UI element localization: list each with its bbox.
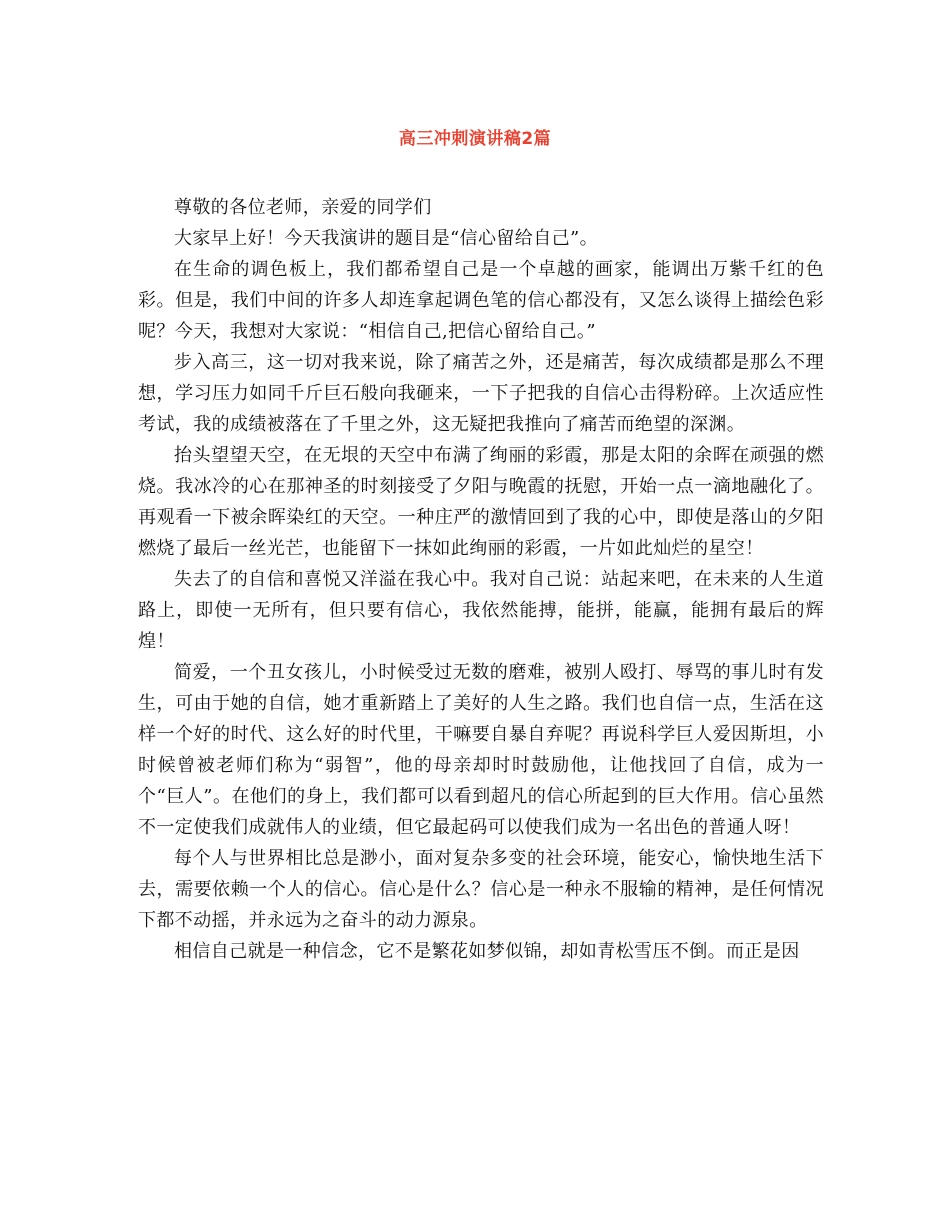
document-body (138, 192, 824, 967)
paragraph: 步入高三，这一切对我来说，除了痛苦之外，还是痛苦，每次成绩都是那么不理想，学习压力如同千斤巨石般向我砸来，一下子把我的自信心击得粉碎。上次适应性考试，我的成绩被落在了千里之外，这无疑把我推向了痛苦而绝望的深渊。 (138, 352, 824, 435)
paragraph: 每个人与世界相比总是渺小，面对复杂多变的社会环境，能安心，愉快地生活下去，需要依赖一个人的信心。信心是什么？信心是一种永不服输的精神，是任何情况下都不动摇，并永远为之奋斗的动力源泉。 (138, 848, 824, 931)
paragraph-salutation: 尊敬的各位老师，亲爱的同学们 (174, 197, 432, 218)
paragraph: 在生命的调色板上，我们都希望自己是一个卓越的画家，能调出万紫千红的色彩。但是，我们中间的许多人却连拿起调色笔的信心都没有，又怎么谈得上描绘色彩呢？今天，我想对大家说：“相信自己,把信心留给自己。” (138, 259, 824, 342)
document-title: 高三冲刺演讲稿2篇 (398, 129, 552, 149)
paragraph: 相信自己就是一种信念，它不是繁花如梦似锦，却如青松雪压不倒。而正是因 (174, 941, 800, 962)
paragraph: 抬头望望天空，在无垠的天空中布满了绚丽的彩霞，那是太阳的余晖在顽强的燃烧。我冰冷的心在那神圣的时刻接受了夕阳与晚霞的抚慰，开始一点一滴地融化了。再观看一下被余晖染红的天空。一种庄严的激情回到了我的心中，即使是落山的夕阳燃烧了最后一丝光芒，也能留下一抹如此绚丽的彩霞，一片如此灿烂的星空！ (138, 445, 824, 559)
paragraph-greeting: 大家早上好！今天我演讲的题目是“信心留给自己”。 (174, 228, 599, 249)
paragraph: 简爱，一个丑女孩儿，小时候受过无数的磨难，被别人殴打、辱骂的事儿时有发生，可由于她的自信，她才重新踏上了美好的人生之路。我们也自信一点，生活在这样一个好的时代、这么好的时代里，干嘛要自暴自弃呢？再说科学巨人爱因斯坦，小时候曾被老师们称为“弱智”，他的母亲却时时鼓励他，让他找回了自信，成为一个“巨人”。在他们的身上，我们都可以看到超凡的信心所起到的巨大作用。信心虽然不一定使我们成就伟人的业绩，但它最起码可以使我们成为一名出色的普通人呀！ (138, 662, 824, 838)
paragraph: 失去了的自信和喜悦又洋溢在我心中。我对自己说：站起来吧，在未来的人生道路上，即使一无所有，但只要有信心，我依然能搏，能拼，能赢，能拥有最后的辉煌！ (138, 569, 824, 652)
